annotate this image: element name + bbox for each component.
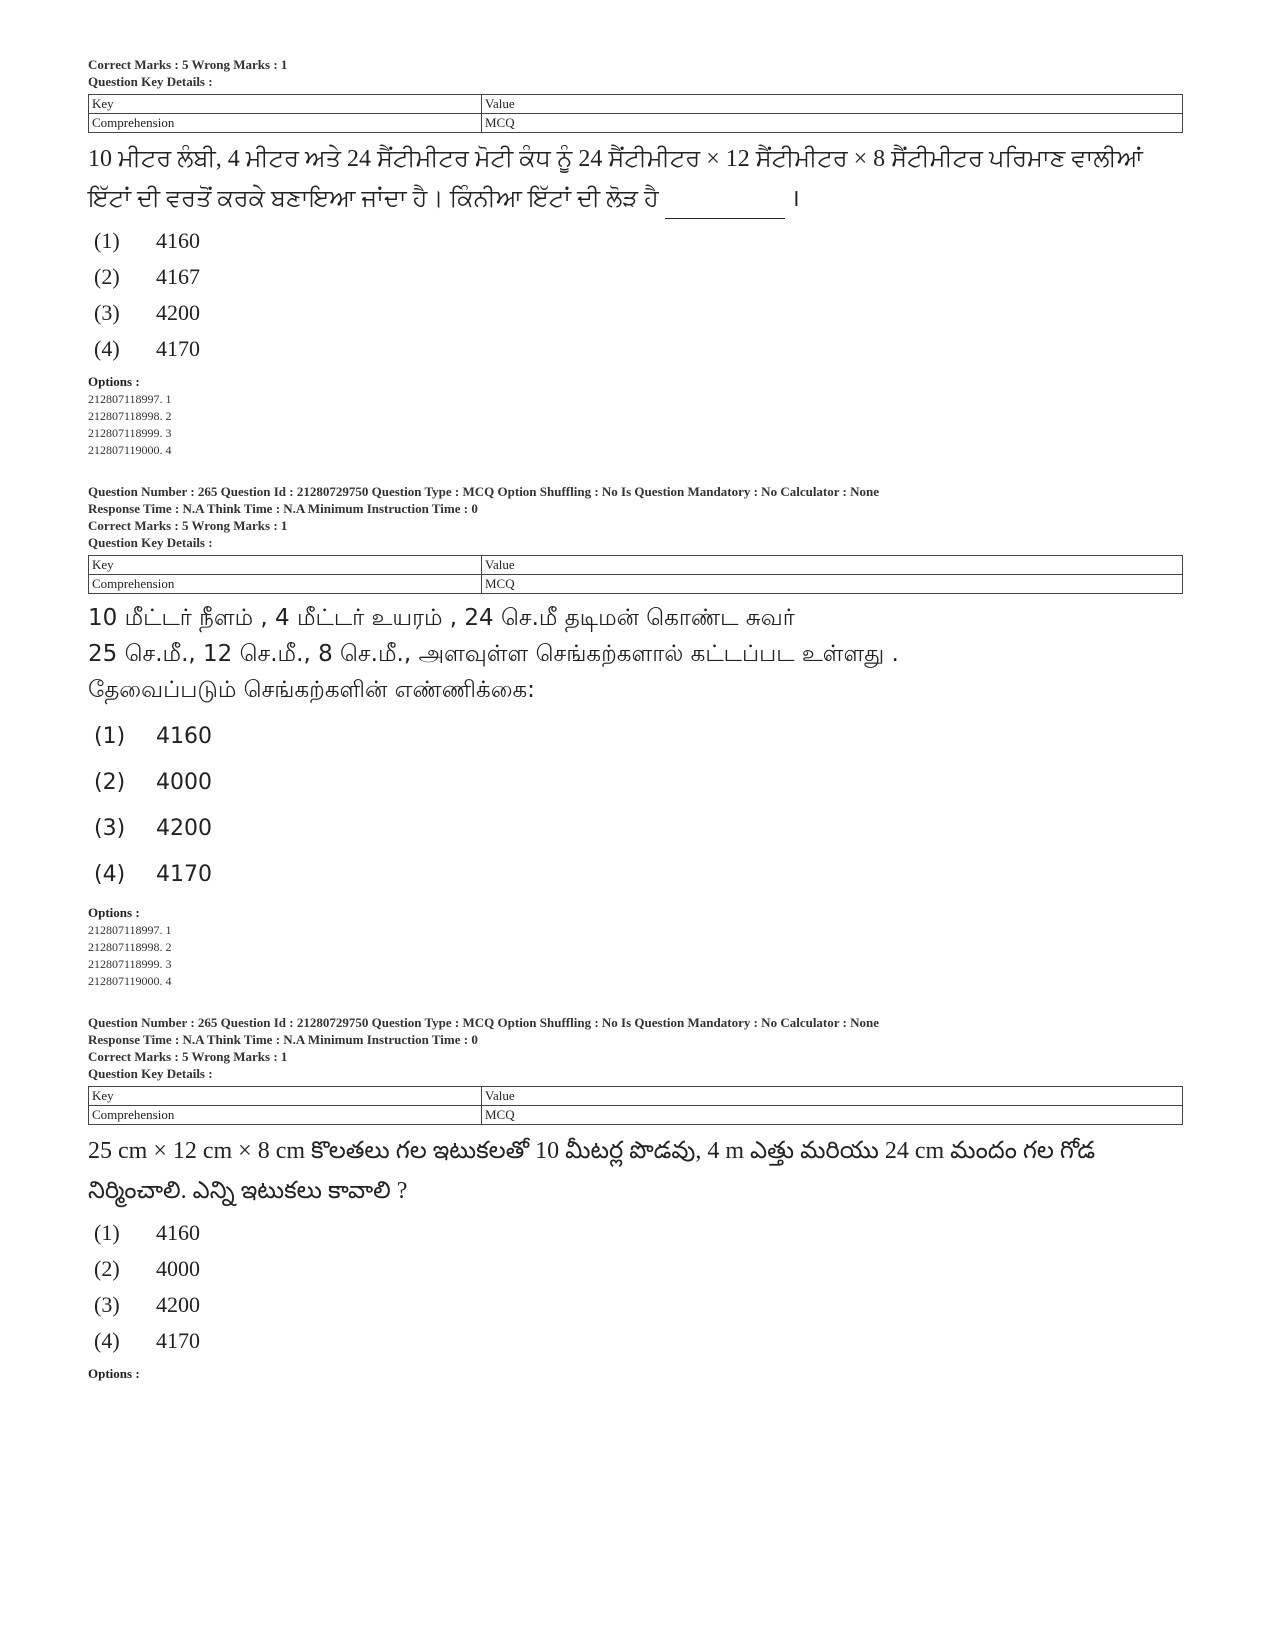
table-row xyxy=(89,575,1183,594)
option-value: 4200 xyxy=(156,1292,200,1317)
option-id: 212807118997. 1 xyxy=(88,923,172,937)
key-details-table xyxy=(88,94,1183,133)
table-row xyxy=(89,95,1183,114)
option-id: 212807119000. 4 xyxy=(88,974,172,988)
question-line: தேவைப்படும் செங்கற்களின் எண்ணிக்கை: xyxy=(88,677,535,703)
document-page xyxy=(88,56,1188,1407)
table-cell-key: Comprehension xyxy=(89,114,482,133)
question-timing: Response Time : N.A Think Time : N.A Minimum Instruction Time : 0 xyxy=(88,1032,478,1047)
option-value: 4170 xyxy=(156,1328,200,1353)
question-line: 25 cm × 12 cm × 8 cm కొలతలు గల ఇటుకలతో 10 మీటర్ల పొడవు, 4 m ఎత్తు మరియు 24 cm మందం గల గోడ xyxy=(88,1138,1096,1164)
option-value: 4200 xyxy=(156,816,212,841)
option-number: (1) xyxy=(94,724,126,749)
option-id: 212807118998. 2 xyxy=(88,409,172,423)
option-number: (2) xyxy=(94,770,126,795)
key-details-label: Question Key Details : xyxy=(88,1066,213,1081)
option-value: 4170 xyxy=(156,336,200,361)
option-id-list xyxy=(88,391,1188,459)
option-value: 4000 xyxy=(156,770,212,795)
option-id: 212807118997. 1 xyxy=(88,392,172,406)
option-number: (1) xyxy=(94,228,120,253)
option-number: (3) xyxy=(94,300,120,325)
option-value: 4170 xyxy=(156,862,212,887)
question-body: 10 ਮੀਟਰ ਲੰਬੀ, 4 ਮੀਟਰ ਅਤੇ 24 ਸੈਂਟੀਮੀਟਰ ਮੋਟੀ ਕੰਧ ਨੂੰ 24 ਸੈਂਟੀਮੀਟਰ × 12 ਸੈਂਟੀਮੀਟਰ × 8 ਸੈਂਟੀਮੀਟਰ ਪਰਿਮਾਣ ਵਾਲੀਆਂ ਇੱਟਾਂ ਦੀ ਵਰਤੋਂ ਕਰਕੇ ਬਣਾਇਆ ਜਾਂਦਾ ਹੈ। ਕਿੰਨੀਆ ਇੱਟਾਂ ਦੀ ਲੋੜ ਹੈ xyxy=(88,146,1143,212)
table-header-key: Key xyxy=(89,1087,482,1106)
option-item xyxy=(88,1287,1188,1323)
table-header-key: Key xyxy=(89,556,482,575)
option-item xyxy=(88,714,1188,760)
option-list xyxy=(88,223,1188,367)
marks-line: Correct Marks : 5 Wrong Marks : 1 xyxy=(88,57,288,72)
question-line: 10 மீட்டர் நீளம் , 4 மீட்டர் உயரம் , 24 செ.மீ தடிமன் கொண்ட சுவர் xyxy=(88,605,795,631)
marks-line: Correct Marks : 5 Wrong Marks : 1 xyxy=(88,1049,288,1064)
question-block-tamil xyxy=(88,483,1188,990)
option-item xyxy=(88,1323,1188,1359)
table-cell-key: Comprehension xyxy=(89,1106,482,1125)
option-list xyxy=(88,1215,1188,1359)
question-text xyxy=(88,600,1188,708)
option-value: 4167 xyxy=(156,264,200,289)
table-cell-key: Comprehension xyxy=(89,575,482,594)
table-header-value: Value xyxy=(482,95,1183,114)
options-label: Options : xyxy=(88,374,140,389)
question-timing: Response Time : N.A Think Time : N.A Minimum Instruction Time : 0 xyxy=(88,501,478,516)
option-item xyxy=(88,295,1188,331)
option-value: 4160 xyxy=(156,228,200,253)
option-number: (2) xyxy=(94,264,120,289)
option-id: 212807118998. 2 xyxy=(88,940,172,954)
table-header-value: Value xyxy=(482,556,1183,575)
option-value: 4000 xyxy=(156,1256,200,1281)
question-text xyxy=(88,1131,1188,1211)
option-item xyxy=(88,852,1188,898)
option-item xyxy=(88,1215,1188,1251)
option-list xyxy=(88,714,1188,898)
question-end: । xyxy=(790,186,800,212)
option-item xyxy=(88,223,1188,259)
marks-line: Correct Marks : 5 Wrong Marks : 1 xyxy=(88,518,288,533)
question-line: నిర్మించాలి. ఎన్ని ఇటుకలు కావాలి ? xyxy=(88,1178,408,1204)
option-item xyxy=(88,760,1188,806)
option-number: (3) xyxy=(94,1292,120,1317)
table-row xyxy=(89,1106,1183,1125)
option-number: (4) xyxy=(94,1328,120,1353)
question-block-telugu xyxy=(88,1014,1188,1383)
option-number: (4) xyxy=(94,336,120,361)
table-cell-value: MCQ xyxy=(482,575,1183,594)
question-line: 25 செ.மீ., 12 செ.மீ., 8 செ.மீ., அளவுள்ள செங்கற்களால் கட்டப்பட உள்ளது . xyxy=(88,641,899,667)
table-cell-value: MCQ xyxy=(482,1106,1183,1125)
key-details-table xyxy=(88,555,1183,594)
option-number: (4) xyxy=(94,862,126,887)
option-value: 4200 xyxy=(156,300,200,325)
question-header: Question Number : 265 Question Id : 21280729750 Question Type : MCQ Option Shuffling : No Is Question Mandatory : No Calculator : None xyxy=(88,484,880,499)
options-label: Options : xyxy=(88,1366,140,1381)
option-number: (1) xyxy=(94,1220,120,1245)
table-header-key: Key xyxy=(89,95,482,114)
option-number: (2) xyxy=(94,1256,120,1281)
answer-blank xyxy=(665,192,785,219)
question-header: Question Number : 265 Question Id : 21280729750 Question Type : MCQ Option Shuffling : No Is Question Mandatory : No Calculator : None xyxy=(88,1015,880,1030)
option-item xyxy=(88,1251,1188,1287)
option-item xyxy=(88,806,1188,852)
option-item xyxy=(88,331,1188,367)
option-id: 212807118999. 3 xyxy=(88,426,172,440)
option-value: 4160 xyxy=(156,724,212,749)
key-details-label: Question Key Details : xyxy=(88,535,213,550)
table-row xyxy=(89,1087,1183,1106)
options-label: Options : xyxy=(88,905,140,920)
option-id-list xyxy=(88,922,1188,990)
question-block-punjabi xyxy=(88,56,1188,459)
question-text xyxy=(88,139,1188,219)
option-item xyxy=(88,259,1188,295)
key-details-label: Question Key Details : xyxy=(88,74,213,89)
option-id: 212807119000. 4 xyxy=(88,443,172,457)
key-details-table xyxy=(88,1086,1183,1125)
table-row xyxy=(89,556,1183,575)
option-id: 212807118999. 3 xyxy=(88,957,172,971)
option-value: 4160 xyxy=(156,1220,200,1245)
table-row xyxy=(89,114,1183,133)
table-header-value: Value xyxy=(482,1087,1183,1106)
option-number: (3) xyxy=(94,816,126,841)
table-cell-value: MCQ xyxy=(482,114,1183,133)
